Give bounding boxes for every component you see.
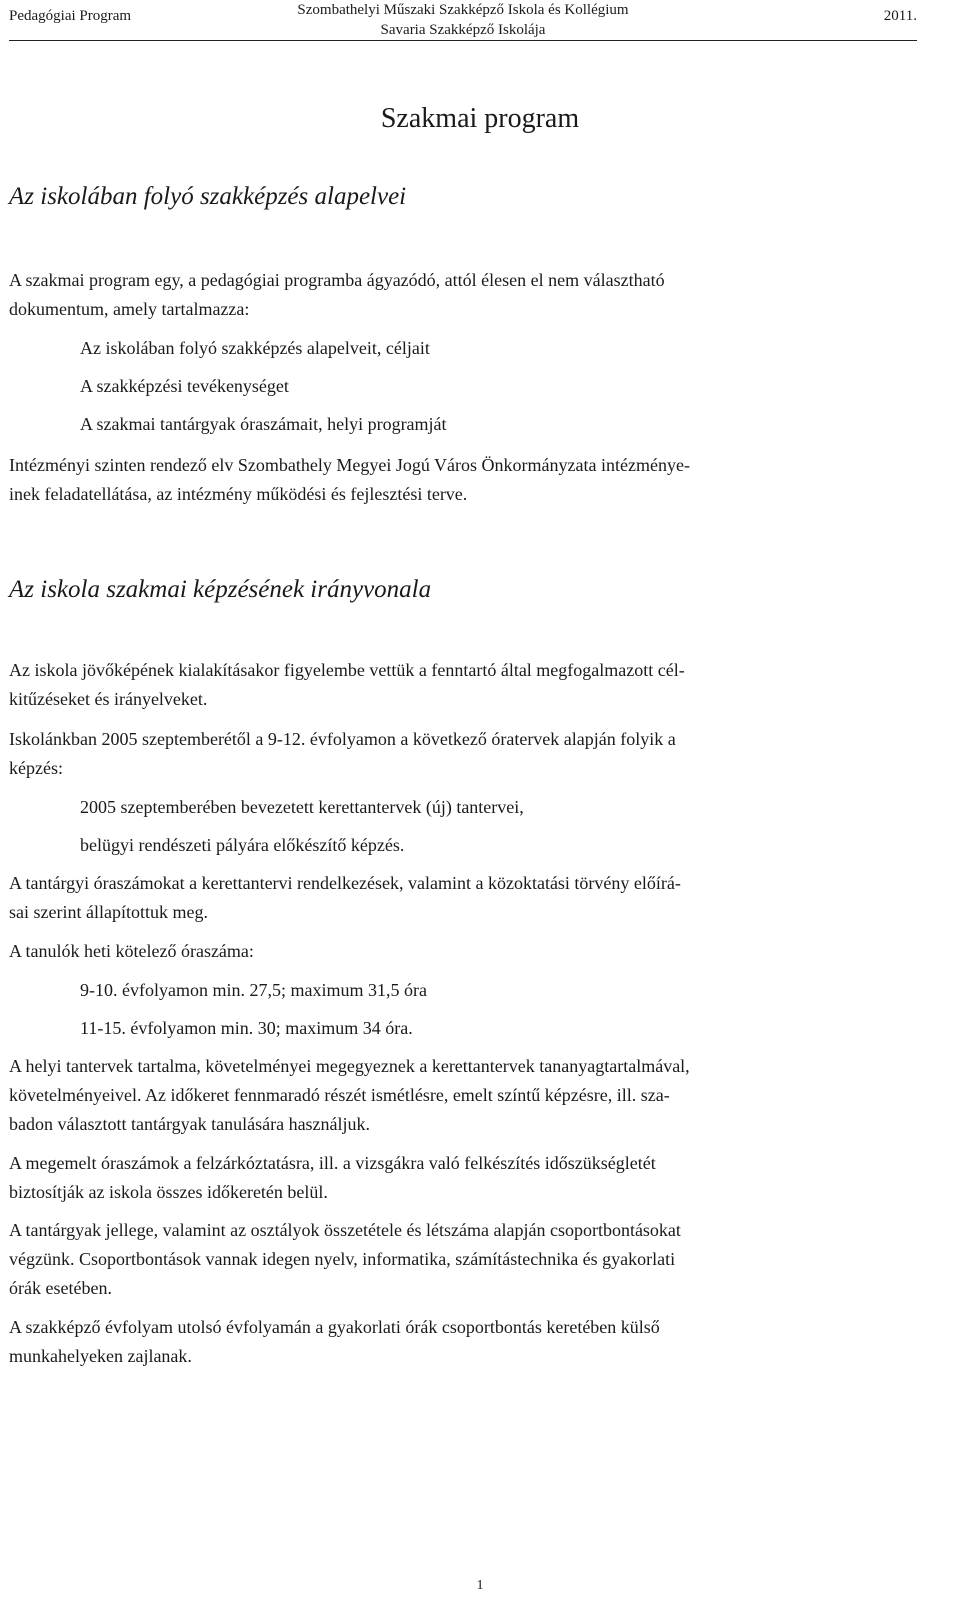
section2-paragraph-1 bbox=[9, 656, 919, 714]
section2-paragraph-7 bbox=[9, 1216, 919, 1303]
list-item: Az iskolában folyó szakképzés alapelveit, céljait bbox=[80, 338, 430, 358]
list-item: 9-10. évfolyamon min. 27,5; maximum 31,5 óra bbox=[80, 980, 427, 1000]
list-item: 11-15. évfolyamon min. 30; maximum 34 óra. bbox=[80, 1018, 413, 1038]
text-line: Iskolánkban 2005 szeptemberétől a 9-12. évfolyamon a következő óratervek alapján folyik a bbox=[9, 729, 676, 749]
list-item: belügyi rendészeti pályára előkészítő képzés. bbox=[80, 835, 405, 855]
list-item: 2005 szeptemberében bevezetett kerettantervek (új) tantervei, bbox=[80, 797, 524, 817]
text-line: badon választott tantárgyak tanulására használjuk. bbox=[9, 1114, 371, 1134]
text-line: végzünk. Csoportbontások vannak idegen nyelv, informatika, számítástechnika és gyakorlati bbox=[9, 1249, 676, 1269]
header-institution bbox=[9, 0, 917, 40]
text-line: dokumentum, amely tartalmazza: bbox=[9, 299, 250, 319]
text-line: A megemelt óraszámok a felzárkóztatásra, ill. a vizsgákra való felkészítés időszükségletét bbox=[9, 1153, 656, 1173]
header-year: 2011. bbox=[883, 8, 917, 24]
page-number: 1 bbox=[476, 1578, 484, 1593]
text-line: Az iskola jövőképének kialakításakor figyelembe vettük a fenntartó által megfogalmazott cél- bbox=[9, 660, 685, 680]
text-line: inek feladatellátása, az intézmény működési és fejlesztési terve. bbox=[9, 484, 468, 504]
section1-intro bbox=[9, 266, 919, 324]
section2-paragraph-8 bbox=[9, 1313, 919, 1371]
text-line: A helyi tantervek tartalma, követelményei megegyeznek a kerettantervek tananyagtartalmával, bbox=[9, 1056, 690, 1076]
list-item: A szakmai tantárgyak óraszámait, helyi programját bbox=[80, 414, 447, 434]
text-line: követelményeivel. Az időkeret fennmaradó részét ismétlésre, emelt színtű képzésre, ill. sza- bbox=[9, 1085, 670, 1105]
text-line: munkahelyeken zajlanak. bbox=[9, 1346, 192, 1366]
text-line: A tantárgyi óraszámokat a kerettantervi rendelkezések, valamint a közoktatási törvény előírá- bbox=[9, 873, 681, 893]
section2-paragraph-4: A tanulók heti kötelező óraszáma: bbox=[9, 941, 254, 961]
page-title: Szakmai program bbox=[380, 103, 580, 134]
text-line: kitűzéseket és irányelveket. bbox=[9, 689, 208, 709]
page-header bbox=[9, 0, 917, 41]
text-line: A tantárgyak jellege, valamint az osztályok összetétele és létszáma alapján csoportbontásokat bbox=[9, 1220, 681, 1240]
header-institution-line2: Savaria Szakképző Iskolája bbox=[380, 22, 546, 38]
list-item: A szakképzési tevékenységet bbox=[80, 376, 289, 396]
section1-heading: Az iskolában folyó szakképzés alapelvei bbox=[9, 183, 407, 210]
section2-paragraph-3 bbox=[9, 869, 919, 927]
text-line: A szakmai program egy, a pedagógiai programba ágyazódó, attól élesen el nem választható bbox=[9, 270, 665, 290]
section2-paragraph-2 bbox=[9, 725, 919, 783]
section2-paragraph-5 bbox=[9, 1052, 919, 1139]
section1-paragraph bbox=[9, 451, 919, 509]
text-line: A szakképző évfolyam utolsó évfolyamán a gyakorlati órák csoportbontás keretében külső bbox=[9, 1317, 660, 1337]
text-line: Intézményi szinten rendező elv Szombathely Megyei Jogú Város Önkormányzata intézménye- bbox=[9, 455, 690, 475]
text-line: képzés: bbox=[9, 758, 63, 778]
header-program-name: Pedagógiai Program bbox=[9, 8, 132, 24]
text-line: biztosítják az iskola összes időkeretén belül. bbox=[9, 1182, 328, 1202]
text-line: órák esetében. bbox=[9, 1278, 112, 1298]
text-line: sai szerint állapítottuk meg. bbox=[9, 902, 208, 922]
section2-paragraph-6 bbox=[9, 1149, 919, 1207]
header-institution-line1: Szombathelyi Műszaki Szakképző Iskola és Kollégium bbox=[297, 2, 629, 18]
section2-heading: Az iskola szakmai képzésének irányvonala bbox=[9, 576, 432, 603]
